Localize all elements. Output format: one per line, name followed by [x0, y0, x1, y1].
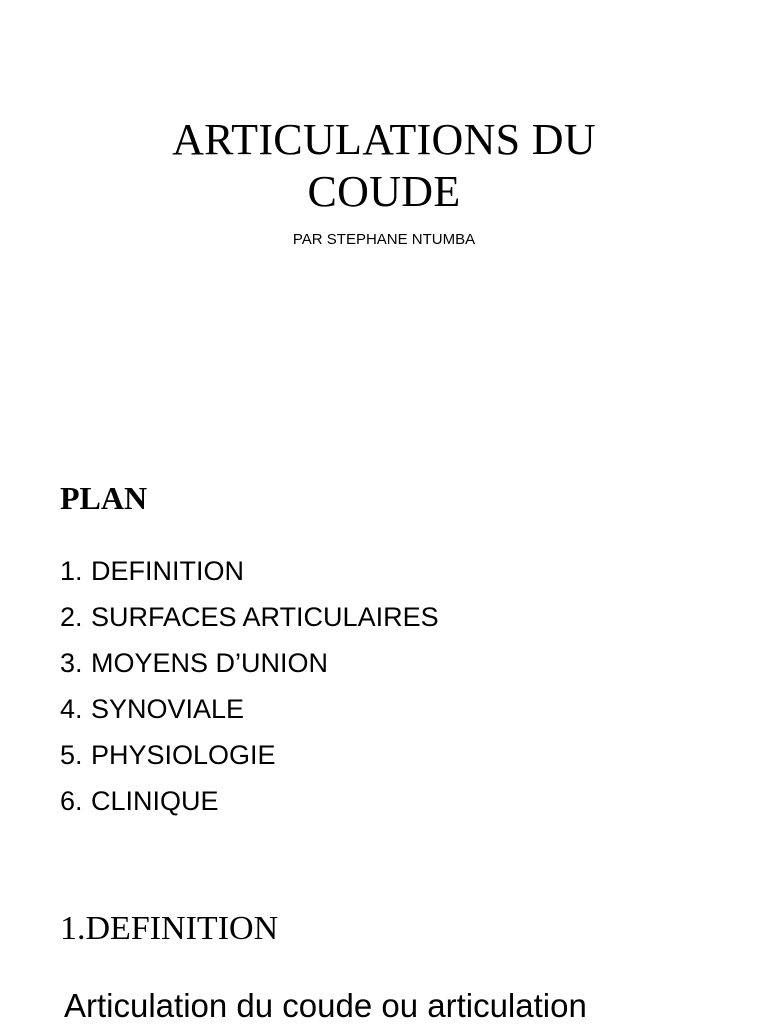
plan-item [60, 548, 439, 594]
presentation-title [100, 114, 668, 218]
plan-item [60, 686, 439, 732]
plan-item-number: 1. [60, 556, 83, 586]
plan-item-number: 6. [60, 786, 83, 816]
plan-item [60, 778, 439, 824]
plan-item-label: DEFINITION [91, 556, 244, 586]
plan-item-label: SURFACES ARTICULAIRES [91, 602, 439, 632]
plan-item-number: 3. [60, 648, 83, 678]
plan-heading: PLAN [60, 480, 148, 516]
plan-item-label: SYNOVIALE [91, 694, 245, 724]
plan-item-number: 4. [60, 694, 83, 724]
plan-item [60, 594, 439, 640]
plan-item-number: 5. [60, 740, 83, 770]
plan-item-number: 2. [60, 602, 83, 632]
title-line-2: COUDE [307, 167, 461, 216]
plan-list [60, 548, 439, 824]
plan-item [60, 732, 439, 778]
definition-heading: 1.DEFINITION [60, 910, 279, 947]
title-line-1: ARTICULATIONS DU [172, 115, 596, 164]
author-subtitle: PAR STEPHANE NTUMBA [292, 231, 476, 248]
plan-item-label: MOYENS D’UNION [91, 648, 329, 678]
plan-item-label: CLINIQUE [91, 786, 219, 816]
plan-item [60, 640, 439, 686]
title-slide [0, 0, 768, 440]
plan-item-label: PHYSIOLOGIE [91, 740, 276, 770]
definition-text: Articulation du coude ou articulation [64, 987, 587, 1024]
